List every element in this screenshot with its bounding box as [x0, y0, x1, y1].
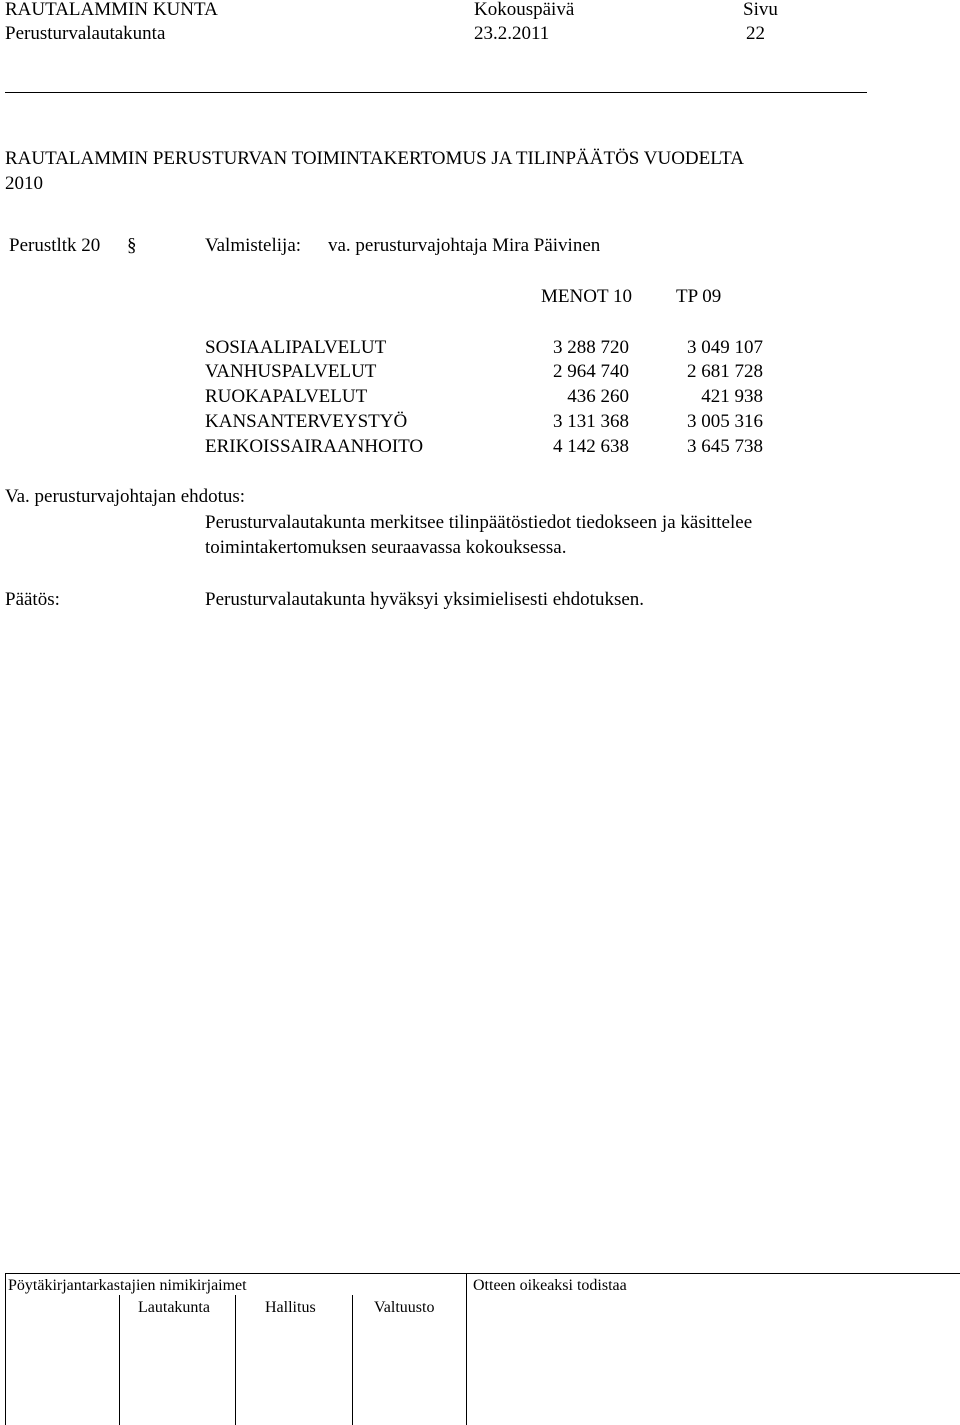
decision-label: Päätös:	[5, 589, 60, 610]
row-value-tp: 3 005 316	[687, 411, 763, 432]
row-label: VANHUSPALVELUT	[205, 361, 377, 382]
row-value-menot: 2 964 740	[553, 361, 629, 382]
page-number: 22	[746, 23, 765, 44]
footer-col-board: Lautakunta	[138, 1299, 210, 1316]
column-header-menot: MENOT 10	[541, 286, 632, 307]
footer-col-government: Hallitus	[265, 1299, 316, 1316]
item-reference: Perustltk 20	[9, 235, 101, 256]
row-value-tp: 421 938	[701, 386, 763, 407]
row-label: SOSIAALIPALVELUT	[205, 337, 387, 358]
proposal-text-line2: toimintakertomuksen seuraavassa kokouksessa.	[205, 537, 567, 558]
proposal-text-line1: Perusturvalautakunta merkitsee tilinpäätöstiedot tiedokseen ja käsittelee	[205, 512, 753, 533]
row-value-menot: 3 131 368	[553, 411, 629, 432]
row-value-menot: 3 288 720	[553, 337, 629, 358]
column-header-tp: TP 09	[676, 286, 722, 307]
section-sign-icon: §	[127, 235, 137, 256]
proposal-label: Va. perusturvajohtajan ehdotus:	[5, 486, 246, 507]
document-title: RAUTALAMMIN PERUSTURVAN TOIMINTAKERTOMUS JA TILINPÄÄTÖS VUODELTA	[5, 148, 744, 169]
row-label: ERIKOISSAIRAANHOITO	[205, 436, 424, 457]
row-value-menot: 436 260	[567, 386, 629, 407]
meeting-date-label: Kokouspäivä	[474, 0, 575, 20]
row-value-tp: 3 645 738	[687, 436, 763, 457]
document-title-year: 2010	[5, 173, 43, 194]
page-label: Sivu	[743, 0, 778, 20]
row-value-tp: 3 049 107	[687, 337, 763, 358]
decision-text: Perusturvalautakunta hyväksyi yksimielisesti ehdotuksen.	[205, 589, 645, 610]
header-divider	[5, 92, 867, 93]
footer-col-council: Valtuusto	[374, 1299, 435, 1316]
preparer-name: va. perusturvajohtaja Mira Päivinen	[328, 235, 601, 256]
row-label: KANSANTERVEYSTYÖ	[205, 411, 408, 432]
meeting-date: 23.2.2011	[474, 23, 550, 44]
preparer-label: Valmistelija:	[205, 235, 302, 256]
footer-signatures-label: Pöytäkirjantarkastajien nimikirjaimet	[8, 1277, 247, 1294]
dept-name: Perusturvalautakunta	[5, 23, 166, 44]
org-name: RAUTALAMMIN KUNTA	[5, 0, 218, 20]
row-value-tp: 2 681 728	[687, 361, 763, 382]
footer-certified-label: Otteen oikeaksi todistaa	[473, 1277, 627, 1294]
row-label: RUOKAPALVELUT	[205, 386, 368, 407]
row-value-menot: 4 142 638	[553, 436, 629, 457]
